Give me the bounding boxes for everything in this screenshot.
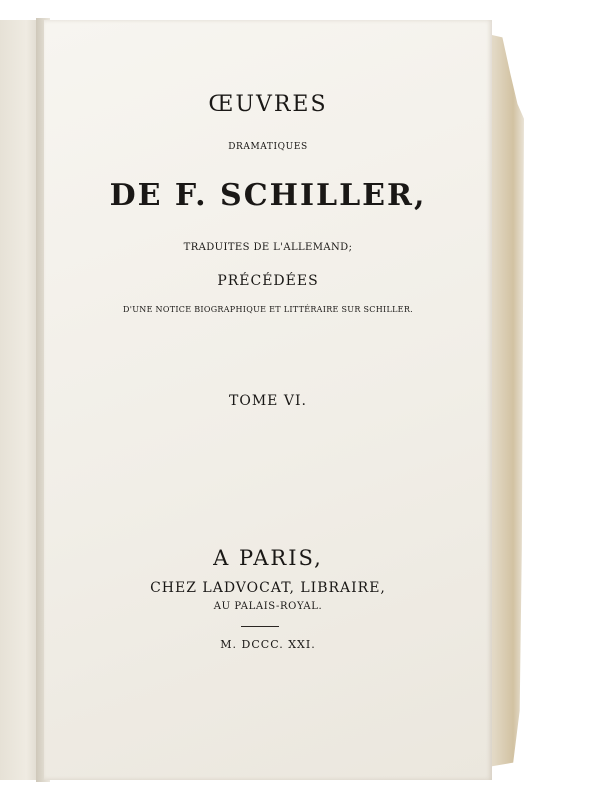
translation-note: TRADUITES DE L'ALLEMAND;: [183, 242, 353, 253]
notice-line: D'UNE NOTICE BIOGRAPHIQUE ET LITTÉRAIRE SUR SCHILLER.: [123, 305, 413, 314]
imprint-city: A PARIS,: [213, 546, 323, 570]
author-name: DE F. SCHILLER,: [109, 178, 427, 213]
imprint-publisher: CHEZ LADVOCAT, LIBRAIRE,: [150, 580, 386, 596]
volume-number: TOME VI.: [229, 393, 307, 409]
publication-year: M. DCCC. XXI.: [220, 638, 316, 651]
imprint-address: AU PALAIS-ROYAL.: [213, 601, 323, 612]
work-title: ŒUVRES: [208, 92, 328, 117]
preceded-label: PRÉCÉDÉES: [217, 273, 319, 289]
work-subtitle: DRAMATIQUES: [228, 142, 308, 152]
imprint-rule: [241, 626, 279, 627]
